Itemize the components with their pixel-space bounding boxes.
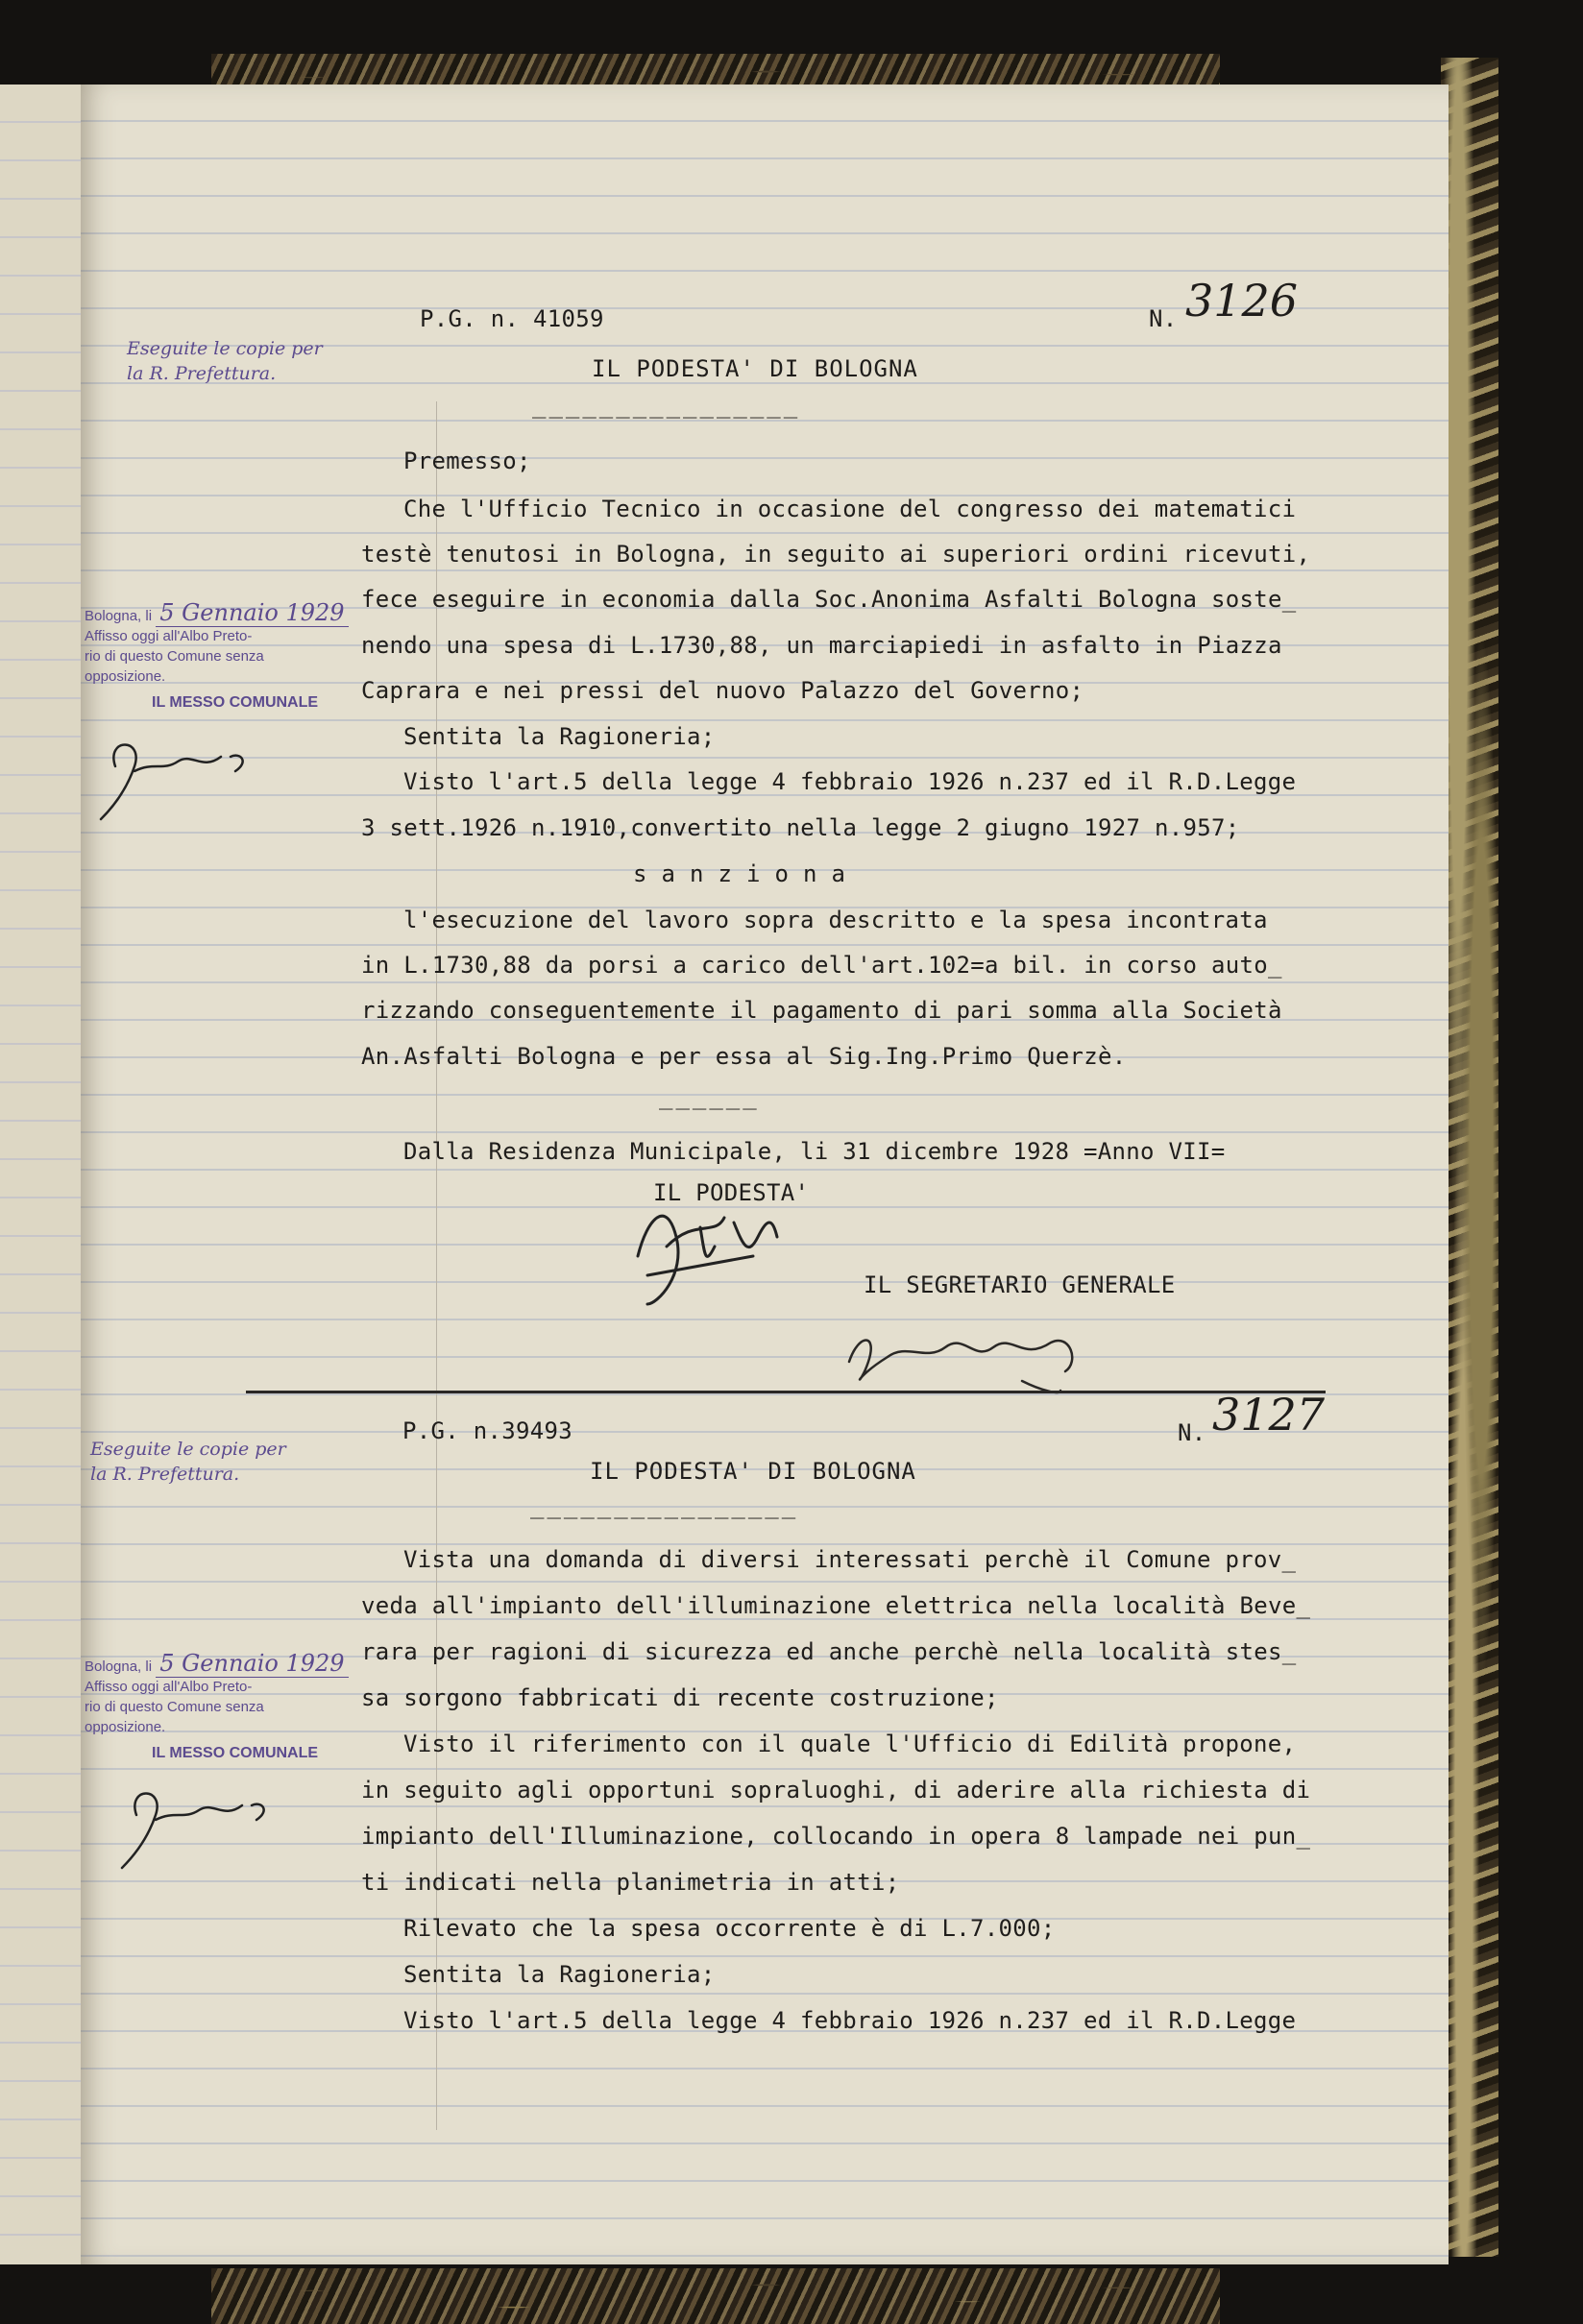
podesta-signature [609,1179,849,1314]
doc1-short-rule: ______ [659,1083,760,1110]
doc1-line: Visto l'art.5 della legge 4 febbraio 1926 n.237 ed il R.D.Legge [403,768,1297,795]
doc1-stamp-date: 5 Gennaio 1929 [156,599,348,627]
doc2-line: sa sorgono fabbricati di recente costruzione; [361,1684,999,1711]
doc1-line: Premesso; [403,448,531,474]
doc1-segretario-label: IL SEGRETARIO GENERALE [864,1271,1176,1298]
book-cover-edge [1441,58,1498,2257]
doc2-line: Visto il riferimento con il quale l'Ufficio di Edilità propone, [403,1731,1297,1757]
segretario-signature [830,1304,1118,1400]
doc1-protocol-number: P.G. n. 41059 [420,305,604,332]
doc1-line: Caprara e nei pressi del nuovo Palazzo del Governo; [361,677,1084,704]
doc2-stamp-date: 5 Gennaio 1929 [156,1650,348,1678]
binding-bottom [211,2268,1220,2324]
doc2-line: in seguito agli opportuni sopraluoghi, di aderire alla richiesta di [361,1777,1311,1804]
doc1-line: fece eseguire in economia dalla Soc.Anonima Asfalti Bologna soste_ [361,586,1297,613]
document-divider [246,1391,1326,1393]
doc1-line: l'esecuzione del lavoro sopra descritto e la spesa incontrata [403,907,1268,933]
doc1-podesta-label: IL PODESTA' [653,1179,810,1206]
doc1-handwritten-number: 3126 [1185,275,1299,327]
doc2-line: veda all'impianto dell'illuminazione elettrica nella località Beve_ [361,1592,1311,1619]
doc2-messo-signature [108,1767,300,1873]
doc2-line: Vista una domanda di diversi interessati perchè il Comune prov_ [403,1546,1297,1573]
doc2-line: Sentita la Ragioneria; [403,1961,716,1988]
doc2-line: ti indicati nella planimetria in atti; [361,1869,900,1896]
doc1-line: testè tenutosi in Bologna, in seguito ai superiori ordini ricevuti, [361,541,1311,568]
doc1-messo-signature [86,718,279,824]
doc2-line: Visto l'art.5 della legge 4 febbraio 1926 n.237 ed il R.D.Legge [403,2007,1297,2034]
doc1-line: Sentita la Ragioneria; [403,723,716,750]
doc2-title: IL PODESTA' DI BOLOGNA [590,1458,916,1485]
doc2-line: impianto dell'Illuminazione, collocando in opera 8 lampade nei pun_ [361,1823,1311,1850]
doc1-line: nendo una spesa di L.1730,88, un marciapiedi in asfalto in Piazza [361,632,1282,659]
doc1-stamp-affisso: Bologna, li 5 Gennaio 1929 Affisso oggi all'Albo Preto- rio di questo Comune senza opposizione. IL MESSO COMUNALE [85,603,349,713]
doc1-line: in L.1730,88 da porsi a carico dell'art.102=a bil. in corso auto_ [361,952,1282,979]
doc2-stamp-copie: Eseguite le copie per la R. Prefettura. [90,1439,286,1485]
doc1-title-rule: ________________ [532,392,801,419]
doc2-n-prefix: N. [1178,1419,1206,1446]
doc2-protocol-number: P.G. n.39493 [402,1417,572,1444]
doc1-stamp-copie: Eseguite le copie per la R. Prefettura. [127,338,323,384]
doc2-line: rara per ragioni di sicurezza ed anche perchè nella località stes_ [361,1638,1297,1665]
doc1-line: 3 sett.1926 n.1910,convertito nella legge 2 giugno 1927 n.957; [361,814,1240,841]
facing-page [0,85,83,2264]
doc1-line: An.Asfalti Bologna e per essa al Sig.Ing.Primo Querzè. [361,1043,1127,1070]
doc1-n-prefix: N. [1149,305,1178,332]
doc1-title: IL PODESTA' DI BOLOGNA [592,355,918,382]
doc2-stamp-affisso: Bologna, li 5 Gennaio 1929 Affisso oggi all'Albo Preto- rio di questo Comune senza opposizione. IL MESSO COMUNALE [85,1654,349,1763]
doc1-closing: Dalla Residenza Municipale, li 31 dicembre 1928 =Anno VII= [403,1138,1226,1165]
doc2-handwritten-number: 3127 [1212,1389,1326,1440]
doc1-sanziona: s a n z i o n a [633,860,846,887]
doc2-line: Rilevato che la spesa occorrente è di L.7.000; [403,1915,1056,1942]
doc1-line: Che l'Ufficio Tecnico in occasione del congresso dei matematici [403,496,1297,522]
doc2-title-rule: ________________ [530,1492,799,1519]
doc1-line: rizzando conseguentemente il pagamento di pari somma alla Società [361,997,1282,1024]
document-page [81,85,1449,2264]
